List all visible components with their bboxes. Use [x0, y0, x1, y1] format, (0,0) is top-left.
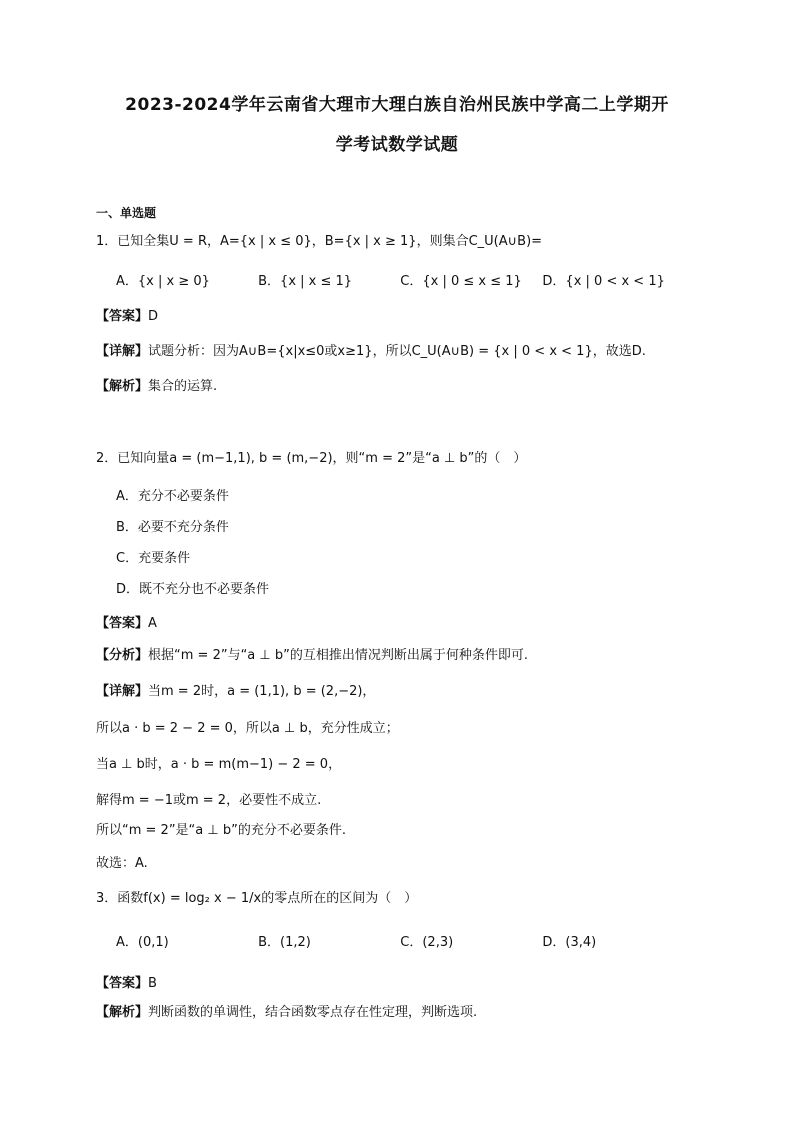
page-title-line1: 2023-2024学年云南省大理市大理白族自治州民族中学高二上学期开	[125, 95, 669, 115]
analysis-text: 判断函数的单调性，结合函数零点存在性定理，判断选项.	[148, 1005, 478, 1020]
q1-option-c: C．{x | 0 ≤ x ≤ 1}	[400, 274, 522, 289]
analysis-tag: 【解析】	[96, 379, 149, 394]
q2-option-d: D．既不充分也不必要条件	[116, 582, 270, 597]
answer-tag: 【答案】	[96, 616, 149, 631]
analysis-tag: 【分析】	[96, 648, 149, 663]
q2-option-b: B．必要不充分条件	[116, 520, 229, 535]
q3-option-d: D．(3,4)	[542, 935, 597, 950]
q2-option-a: A．充分不必要条件	[116, 489, 229, 504]
analysis-text: 集合的运算.	[148, 379, 218, 394]
q2-detail-4: 解得m = −1或m = 2，必要性不成立.	[96, 793, 322, 808]
detail-tag: 【详解】	[96, 344, 149, 359]
q1-detail	[96, 343, 646, 361]
q2-detail-3: 当a ⊥ b时，a · b = m(m−1) − 2 = 0，	[96, 757, 342, 772]
analysis-tag: 【解析】	[96, 1005, 149, 1020]
q2-detail-6: 故选：A.	[96, 856, 148, 871]
detail-text: 试题分析：因为A∪B={x|x≤0或x≥1}，所以C_U(A∪B) = {x | 0 < x < 1}，故选D.	[148, 344, 646, 359]
answer-tag: 【答案】	[96, 309, 149, 324]
q1-analysis	[96, 378, 217, 396]
q2-detail-2: 所以a · b = 2 − 2 = 0，所以a ⊥ b，充分性成立；	[96, 721, 399, 736]
page-title-line2: 学考试数学试题	[335, 135, 459, 155]
q1-option-b: B．{x | x ≤ 1}	[258, 274, 353, 289]
q1-option-d: D．{x | 0 < x < 1}	[542, 274, 665, 289]
q3-option-a: A．(0,1)	[116, 935, 169, 950]
q2-stem: 2．已知向量a = (m−1,1), b = (m,−2)，则“m = 2”是“a ⊥ b”的（ ）	[96, 451, 527, 466]
q1-stem: 1．已知全集U = R，A={x | x ≤ 0}，B={x | x ≥ 1}，则集合C_U(A∪B)=	[96, 234, 543, 249]
answer-value: A	[148, 616, 157, 631]
section-heading: 一、单选题	[96, 206, 157, 220]
q3-stem: 3．函数f(x) = log₂ x − 1/x的零点所在的区间为（ ）	[96, 891, 418, 906]
q3-options	[116, 934, 680, 952]
detail-text: 当m = 2时，a = (1,1), b = (2,−2)，	[148, 684, 376, 699]
q3-answer	[96, 975, 157, 993]
q3-option-c: C．(2,3)	[400, 935, 454, 950]
q2-detail-5: 所以“m = 2”是“a ⊥ b”的充分不必要条件.	[96, 823, 346, 838]
q3-analysis	[96, 1004, 477, 1022]
q2-analysis	[96, 647, 528, 665]
analysis-text: 根据“m = 2”与“a ⊥ b”的互相推出情况判断出属于何种条件即可.	[148, 648, 528, 663]
answer-value: B	[148, 976, 157, 991]
q2-detail-1	[96, 683, 375, 701]
q2-option-c: C．充要条件	[116, 551, 191, 566]
detail-tag: 【详解】	[96, 684, 149, 699]
q2-answer	[96, 615, 157, 633]
q1-option-a: A．{x | x ≥ 0}	[116, 274, 210, 289]
q3-option-b: B．(1,2)	[258, 935, 311, 950]
q1-answer	[96, 308, 158, 326]
q1-options	[116, 273, 680, 291]
answer-tag: 【答案】	[96, 976, 149, 991]
answer-value: D	[148, 309, 159, 324]
